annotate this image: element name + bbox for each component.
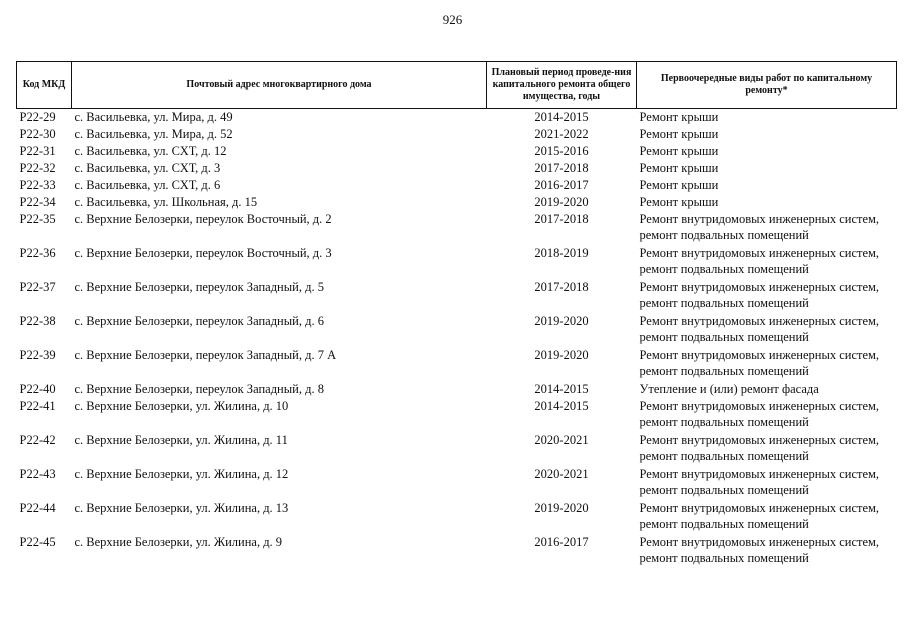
works-line: Ремонт крыши [639, 127, 719, 141]
cell-code: Р22-32 [19, 161, 56, 175]
works-line: Ремонт внутридомовых инженерных систем, [639, 314, 880, 328]
cell-works [637, 143, 897, 160]
works-line: Ремонт крыши [639, 161, 719, 175]
works-line: Ремонт крыши [639, 195, 719, 209]
cell-code: Р22-33 [19, 178, 56, 192]
works-line: Ремонт крыши [639, 178, 719, 192]
works-line: ремонт подвальных помещений [639, 262, 809, 276]
cell-period: 2019-2020 [534, 501, 589, 515]
cell-works [637, 177, 897, 194]
cell-works [637, 211, 897, 245]
works-line: Ремонт внутридомовых инженерных систем, [639, 501, 880, 515]
table-row [17, 466, 897, 500]
works-line: ремонт подвальных помещений [639, 296, 809, 310]
cell-works [637, 347, 897, 381]
cell-works [637, 432, 897, 466]
cell-works [637, 398, 897, 432]
cell-period: 2014-2015 [534, 382, 589, 396]
cell-address: с. Васильевка, ул. СХТ, д. 12 [74, 144, 227, 158]
table-row [17, 534, 897, 568]
cell-period: 2015-2016 [534, 144, 589, 158]
table-row [17, 347, 897, 381]
cell-works [637, 109, 897, 127]
cell-works [637, 279, 897, 313]
cell-address: с. Васильевка, ул. Школьная, д. 15 [74, 195, 258, 209]
works-line: Ремонт крыши [639, 144, 719, 158]
table-row [17, 432, 897, 466]
cell-period: 2017-2018 [534, 280, 589, 294]
cell-period: 2020-2021 [534, 467, 589, 481]
cell-address: с. Васильевка, ул. СХТ, д. 3 [74, 161, 221, 175]
table-row [17, 177, 897, 194]
table-row [17, 126, 897, 143]
works-line: Ремонт внутридомовых инженерных систем, [639, 535, 880, 549]
table-header-row [17, 62, 897, 109]
cell-address: с. Верхние Белозерки, переулок Западный, д. 7 А [74, 348, 337, 362]
cell-address: с. Верхние Белозерки, переулок Восточный, д. 3 [74, 246, 332, 260]
works-line: Ремонт внутридомовых инженерных систем, [639, 280, 880, 294]
works-line: ремонт подвальных помещений [639, 415, 809, 429]
works-line: ремонт подвальных помещений [639, 330, 809, 344]
page-number: 926 [442, 12, 463, 27]
cell-works [637, 381, 897, 398]
cell-code: Р22-37 [19, 280, 56, 294]
cell-code: Р22-30 [19, 127, 56, 141]
table-body [17, 109, 897, 569]
works-line: Ремонт внутридомовых инженерных систем, [639, 246, 880, 260]
cell-address: с. Верхние Белозерки, ул. Жилина, д. 11 [74, 433, 288, 447]
cell-period: 2021-2022 [534, 127, 589, 141]
table-row [17, 160, 897, 177]
cell-code: Р22-44 [19, 501, 56, 515]
cell-period: 2017-2018 [534, 212, 589, 226]
cell-period: 2014-2015 [534, 399, 589, 413]
cell-code: Р22-45 [19, 535, 56, 549]
cell-address: с. Верхние Белозерки, ул. Жилина, д. 12 [74, 467, 289, 481]
cell-address: с. Верхние Белозерки, ул. Жилина, д. 10 [74, 399, 289, 413]
cell-period: 2019-2020 [534, 348, 589, 362]
table-row [17, 500, 897, 534]
cell-address: с. Верхние Белозерки, ул. Жилина, д. 9 [74, 535, 283, 549]
table-row [17, 194, 897, 211]
cell-code: Р22-31 [19, 144, 56, 158]
cell-works [637, 466, 897, 500]
works-line: Ремонт внутридомовых инженерных систем, [639, 212, 880, 226]
works-line: Ремонт внутридомовых инженерных систем, [639, 433, 880, 447]
cell-code: Р22-40 [19, 382, 56, 396]
cell-address: с. Верхние Белозерки, переулок Восточный, д. 2 [74, 212, 332, 226]
cell-address: с. Верхние Белозерки, ул. Жилина, д. 13 [74, 501, 289, 515]
cell-code: Р22-43 [19, 467, 56, 481]
cell-period: 2020-2021 [534, 433, 589, 447]
cell-works [637, 534, 897, 568]
works-line: ремонт подвальных помещений [639, 483, 809, 497]
table-row [17, 279, 897, 313]
cell-works [637, 126, 897, 143]
cell-period: 2018-2019 [534, 246, 589, 260]
works-line: ремонт подвальных помещений [639, 228, 809, 242]
works-line: Ремонт внутридомовых инженерных систем, [639, 467, 880, 481]
table-row [17, 398, 897, 432]
table-row [17, 211, 897, 245]
works-line: Утепление и (или) ремонт фасада [639, 382, 819, 396]
cell-address: с. Васильевка, ул. Мира, д. 52 [74, 127, 233, 141]
cell-period: 2016-2017 [534, 535, 589, 549]
works-line: Ремонт внутридомовых инженерных систем, [639, 348, 880, 362]
cell-address: с. Верхние Белозерки, переулок Западный, д. 5 [74, 280, 324, 294]
cell-period: 2019-2020 [534, 314, 589, 328]
cell-works [637, 160, 897, 177]
cell-works [637, 313, 897, 347]
works-line: ремонт подвальных помещений [639, 517, 809, 531]
cell-code: Р22-35 [19, 212, 56, 226]
table-row [17, 313, 897, 347]
works-line: Ремонт внутридомовых инженерных систем, [639, 399, 880, 413]
cell-address: с. Васильевка, ул. СХТ, д. 6 [74, 178, 221, 192]
cell-period: 2014-2015 [534, 110, 589, 124]
cell-code: Р22-42 [19, 433, 56, 447]
cell-code: Р22-29 [19, 110, 56, 124]
header-code: Код МКД [17, 62, 72, 109]
works-line: ремонт подвальных помещений [639, 449, 809, 463]
cell-address: с. Верхние Белозерки, переулок Западный, д. 6 [74, 314, 324, 328]
cell-period: 2017-2018 [534, 161, 589, 175]
cell-code: Р22-38 [19, 314, 56, 328]
header-address: Почтовый адрес многоквартирного дома [72, 62, 487, 109]
cell-works [637, 500, 897, 534]
cell-code: Р22-36 [19, 246, 56, 260]
cell-address: с. Верхние Белозерки, переулок Западный, д. 8 [74, 382, 324, 396]
works-line: ремонт подвальных помещений [639, 364, 809, 378]
cell-address: с. Васильевка, ул. Мира, д. 49 [74, 110, 233, 124]
works-line: Ремонт крыши [639, 110, 719, 124]
table-row [17, 143, 897, 160]
table-row [17, 245, 897, 279]
cell-works [637, 245, 897, 279]
cell-works [637, 194, 897, 211]
cell-code: Р22-41 [19, 399, 56, 413]
cell-period: 2016-2017 [534, 178, 589, 192]
capital-repair-table [16, 61, 897, 568]
table-row [17, 109, 897, 127]
header-period: Плановый период проведе-ния капитального ремонта общего имущества, годы [487, 62, 637, 109]
header-works: Первоочередные виды работ по капитальному ремонту* [637, 62, 897, 109]
cell-period: 2019-2020 [534, 195, 589, 209]
cell-code: Р22-39 [19, 348, 56, 362]
works-line: ремонт подвальных помещений [639, 551, 809, 565]
cell-code: Р22-34 [19, 195, 56, 209]
table-row [17, 381, 897, 398]
